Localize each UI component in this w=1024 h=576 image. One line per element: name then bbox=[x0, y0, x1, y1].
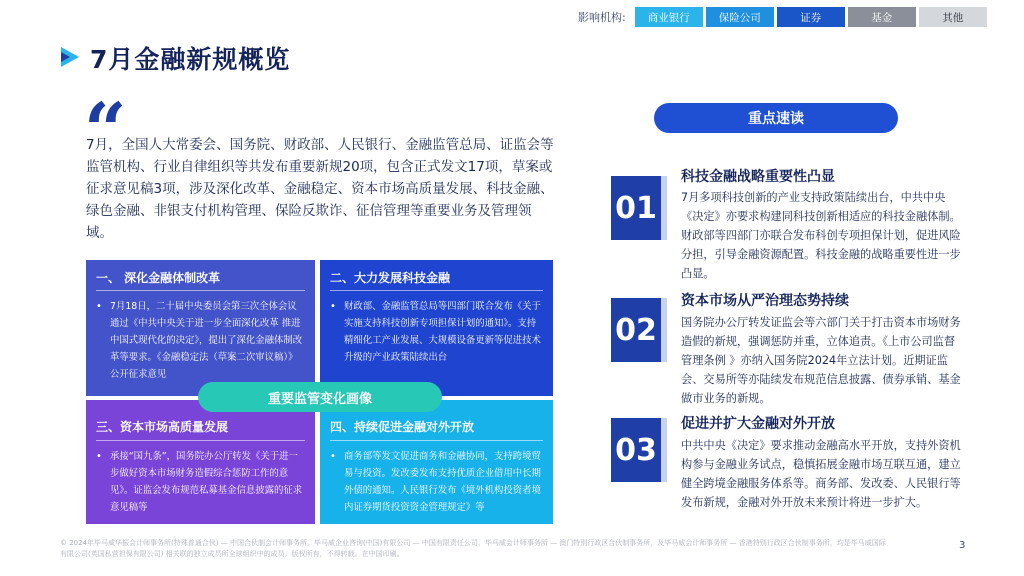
quote-mark-icon: “ bbox=[84, 88, 127, 174]
intro-paragraph: 7月，全国人大常委会、国务院、财政部、人民银行、金融监管总局、证监会等监管机构、行业自律组织等共发布重要新规20项，包含正式发文17项，草案或征求意见稿3项，涉及深化改革、金融稳定、资本市场高质量发展、科技金融、绿色金融、非银支付机构管理、保险反欺诈、征信管理等重要业务及管理领域。 bbox=[86, 137, 554, 241]
panel-text: 承接“国九条”，国务院办公厅转发《关于进一步做好资本市场财务造假综合惩防工作的意见》。证监会发布规范私募基金信息披露的征求意见稿等 bbox=[110, 451, 303, 513]
tag-insurance[interactable]: 保险公司 bbox=[706, 7, 774, 27]
panel-title: 四、持续促进金融对外开放 bbox=[330, 420, 475, 434]
tag-securities[interactable]: 证券 bbox=[777, 7, 845, 27]
number-badge: 02 bbox=[611, 298, 661, 362]
panel-financial-reform bbox=[86, 260, 315, 396]
panel-title: 二、大力发展科技金融 bbox=[330, 271, 451, 285]
bullet-icon: • bbox=[330, 451, 336, 462]
panel-text: 商务部等发文促进商务和金融协同，支持跨境贸易与投资。发改委发布支持优质企业借用中长期外债的通知。人民银行发布《境外机构投资者境内证券期货投资资金管理规定》等 bbox=[344, 451, 541, 513]
item-title: 促进并扩大金融对外开放 bbox=[681, 416, 835, 432]
tag-label: 影响机构: bbox=[578, 11, 626, 24]
tag-fund[interactable]: 基金 bbox=[848, 7, 916, 27]
panel-financial-opening bbox=[320, 400, 553, 524]
panel-title: 一、 深化金融体制改革 bbox=[96, 271, 221, 285]
item-text: 7月多项科技创新的产业支持政策陆续出台，中共中央《决定》亦要求构建同科技创新相适应的科技金融体制。财政部等四部门亦联合发布科创专项担保计划，促进风险分担，引导金融资源配置。科技金融的战略重要性进一步凸显。 bbox=[681, 191, 961, 280]
center-label-pill: 重要监管变化画像 bbox=[198, 382, 442, 412]
item-text: 中共中央《决定》要求推动金融高水平开放，支持外资机构参与金融业务试点，稳慎拓展金融市场互联互通，建立健全跨境金融服务体系等。商务部、发改委、人民银行等发布新规，金融对外开放未来预计将进一步扩大。 bbox=[681, 439, 961, 509]
panel-tech-finance bbox=[320, 260, 553, 396]
item-title: 资本市场从严治理态势持续 bbox=[681, 293, 849, 309]
panel-capital-market bbox=[86, 400, 315, 524]
key-reading-pill: 重点速读 bbox=[654, 103, 898, 133]
panel-text: 7月18日，二十届中央委员会第三次全体会议通过《中共中央关于进一步全面深化改革 推进中国式现代化的决定》，提出了深化金融体制改革等要求。《金融稳定法（草案二次审议稿）》公开征求意见 bbox=[110, 301, 303, 380]
footer-disclaimer: © 2024年毕马威华振会计师事务所(特殊普通合伙) — 中国合伙制会计师事务所，毕马威企业咨询(中国)有限公司 — 中国有限责任公司，毕马威会计师事务所 — 澳门特别行政区合伙制事务所，及毕马威会计师事务所 — 香港特别行政区合伙制事务所，均是毕马威国际有限公司(英国私营担保有限公司) 相关联的独立成员所全球组织中的成员。版权所有，不得转载。在中国印刷。 bbox=[60, 539, 886, 558]
bullet-icon: • bbox=[96, 301, 102, 312]
bullet-icon: • bbox=[96, 451, 102, 462]
tag-commercial-bank[interactable]: 商业银行 bbox=[635, 7, 703, 27]
panel-text: 财政部、金融监管总局等四部门联合发布《关于实施支持科技创新专项担保计划的通知》。支持精细化工产业发展、大规模设备更新等促进技术升级的产业政策陆续出台 bbox=[344, 301, 541, 363]
item-title: 科技金融战略重要性凸显 bbox=[681, 169, 835, 185]
number-badge: 01 bbox=[611, 176, 661, 240]
page-title: 7月金融新规概览 bbox=[90, 45, 291, 74]
panel-title: 三、资本市场高质量发展 bbox=[96, 420, 229, 434]
institution-tag-bar bbox=[578, 7, 987, 27]
item-text: 国务院办公厅转发证监会等六部门关于打击资本市场财务造假的新规，强调惩防并重，立体追责。《上市公司监督管理条例 》亦纳入国务院2024年立法计划。近期证监会、交易所等亦陆续发布规范信息披露、债券承销、基金做市业务的新规。 bbox=[681, 316, 961, 405]
tag-other[interactable]: 其他 bbox=[919, 7, 987, 27]
page-number: 3 bbox=[959, 540, 966, 551]
bullet-icon: • bbox=[330, 301, 336, 312]
play-arrow-logo-icon bbox=[60, 46, 82, 68]
number-badge: 03 bbox=[611, 418, 661, 482]
